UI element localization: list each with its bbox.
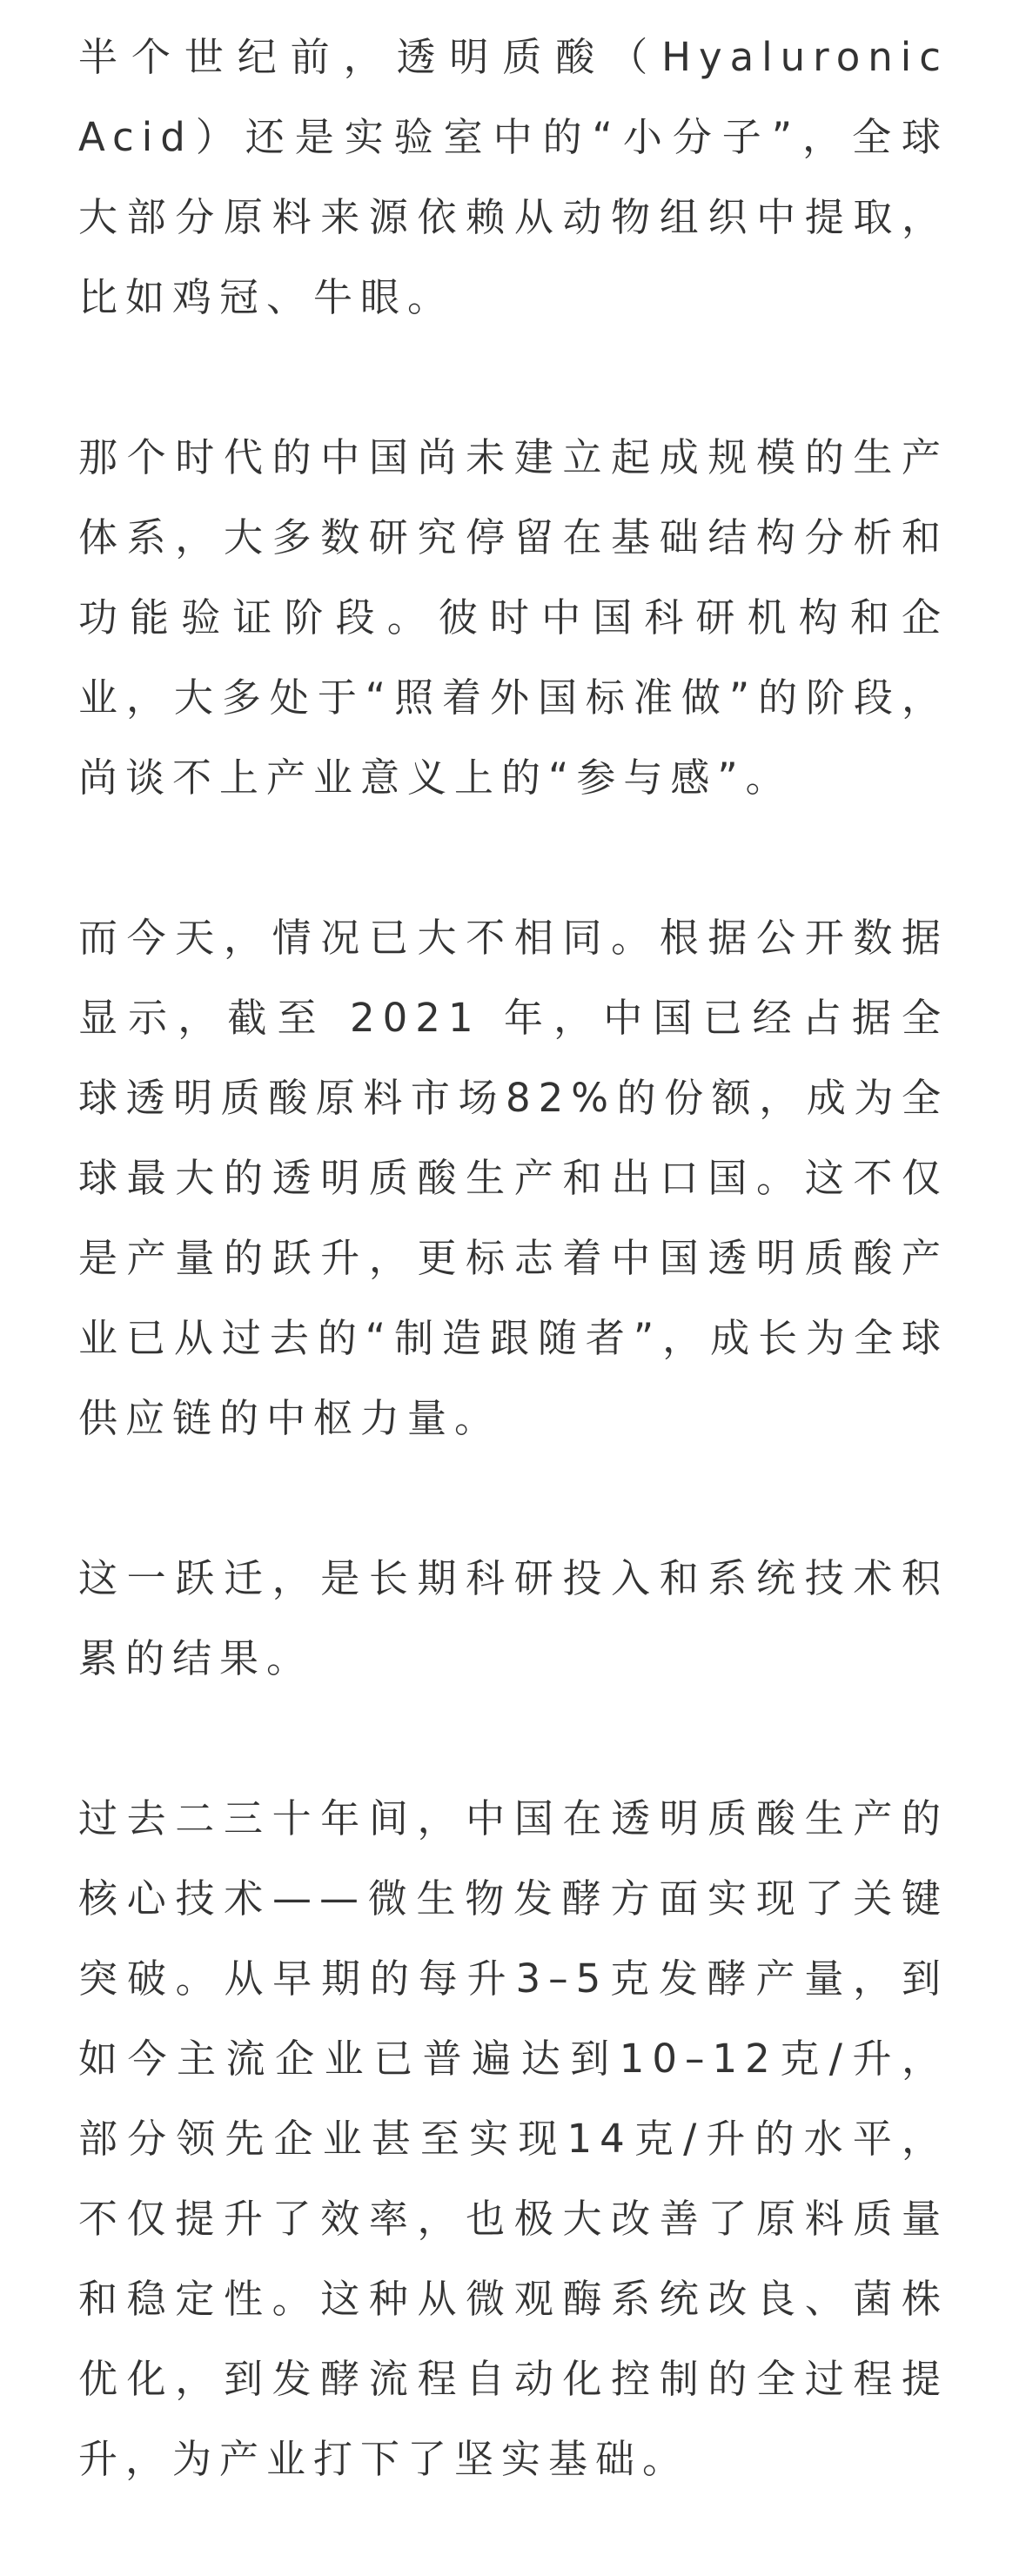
paragraph-3: 而今天，情况已大不相同。根据公开数据显示，截至 2021 年，中国已经占据全球透明质酸原料市场82%的份额，成为全球最大的透明质酸生产和出口国。这不仅是产量的跃升，更标志着中国透明质酸产业已从过去的“制造跟随者”，成长为全球供应链的中枢力量。	[78, 915, 949, 1441]
paragraph-5: 过去二三十年间，中国在透明质酸生产的核心技术——微生物发酵方面实现了关键突破。从早期的每升3–5克发酵产量，到如今主流企业已普遍达到10–12克/升，部分领先企业甚至实现14克/升的水平，不仅提升了效率，也极大改善了原料质量和稳定性。这种从微观酶系统改良、菌株优化，到发酵流程自动化控制的全过程提升，为产业打下了坚实基础。	[78, 1795, 949, 2482]
paragraph-1: 半个世纪前，透明质酸（Hyaluronic Acid）还是实验室中的“小分子”，全球大部分原料来源依赖从动物组织中提取，比如鸡冠、牛眼。	[78, 34, 949, 320]
article-body	[78, 17, 949, 2499]
paragraph-4: 这一跃迁，是长期科研投入和系统技术积累的结果。	[78, 1555, 949, 1681]
paragraph-2: 那个时代的中国尚未建立起成规模的生产体系，大多数研究停留在基础结构分析和功能验证阶段。彼时中国科研机构和企业，大多处于“照着外国标准做”的阶段，尚谈不上产业意义上的“参与感”。	[78, 434, 949, 801]
